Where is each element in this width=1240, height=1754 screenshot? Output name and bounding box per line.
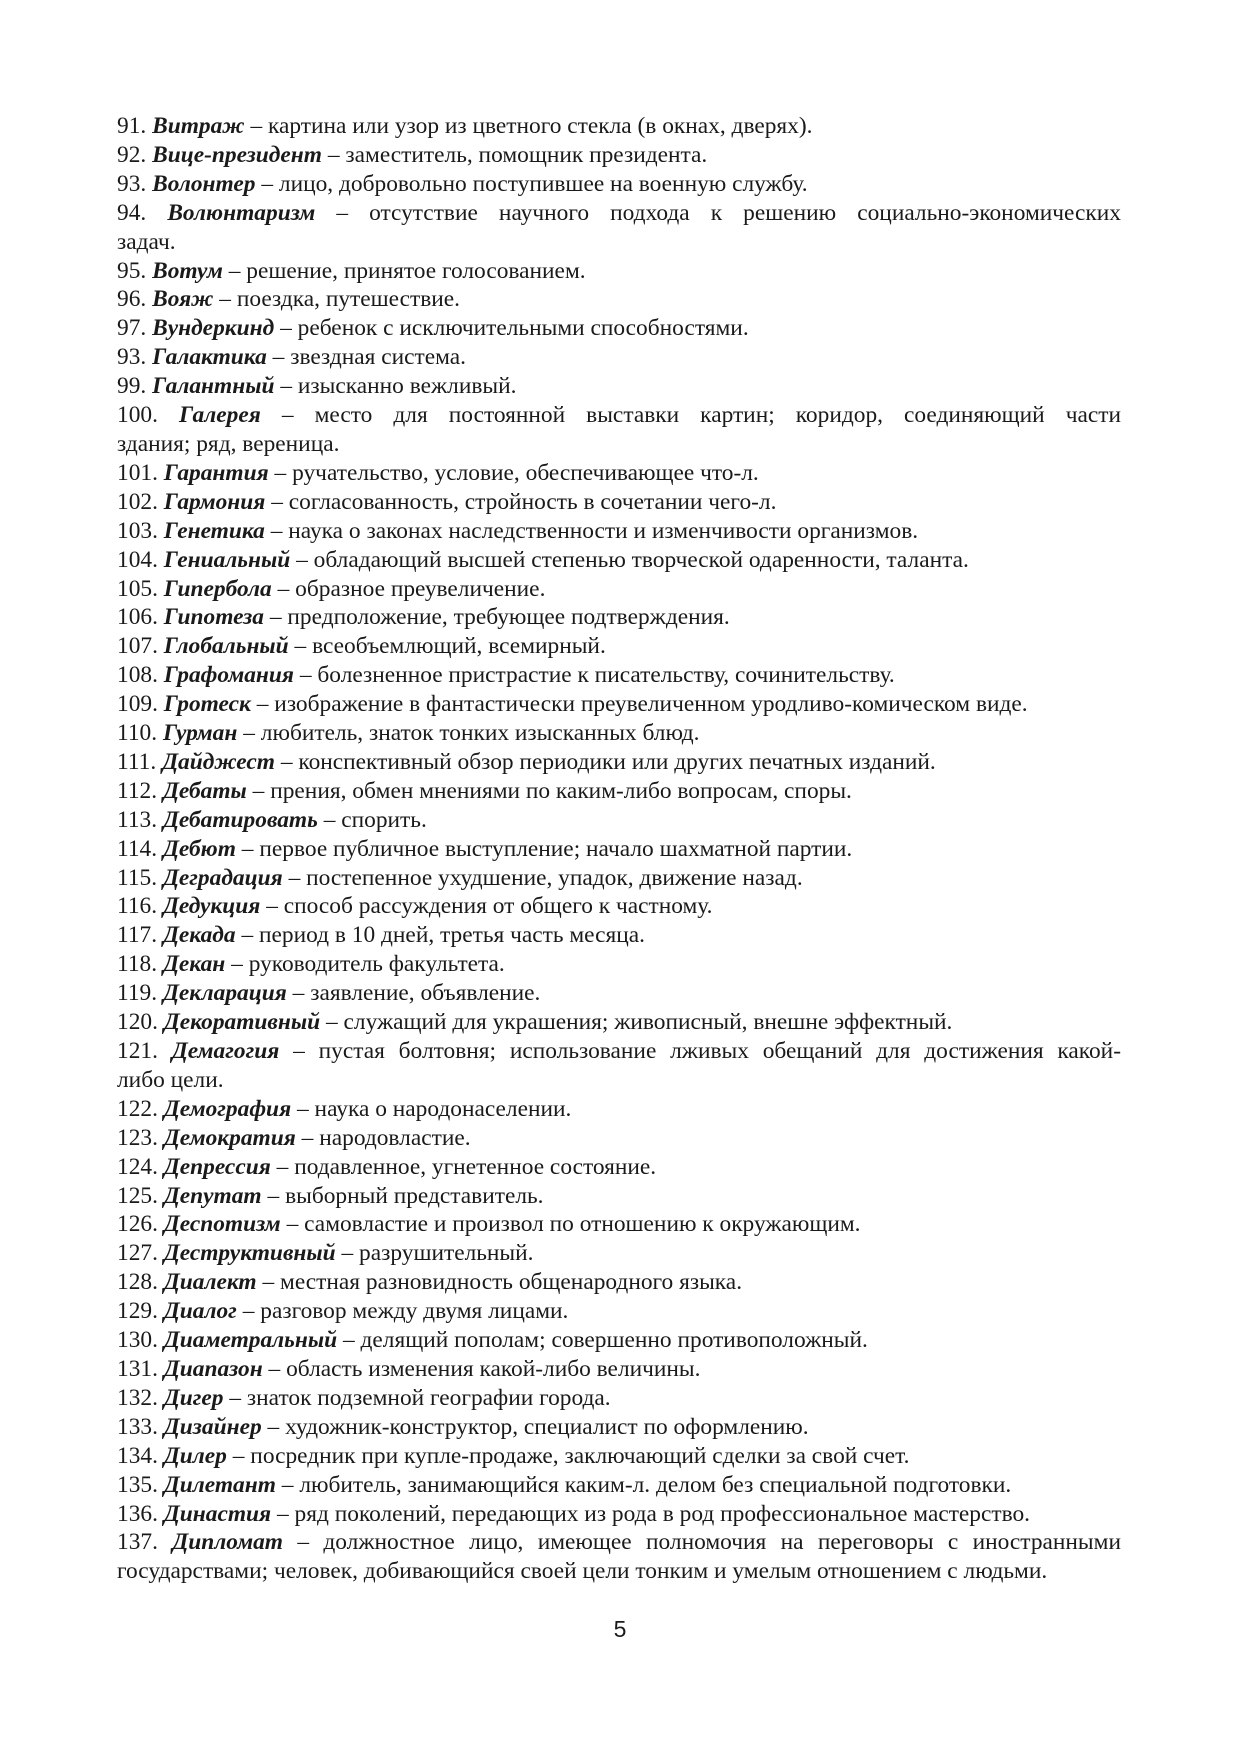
entry-dash: – [296, 546, 308, 573]
entry-term: Волонтер [152, 170, 256, 197]
entry-definition: разговор между двумя лицами. [260, 1298, 569, 1325]
glossary-entry [117, 1355, 1121, 1384]
entry-number: 136. [117, 1500, 158, 1527]
entry-term: Деспотизм [163, 1211, 281, 1238]
entry-definition: руководитель факультета. [248, 951, 505, 978]
entry-term: Декада [162, 922, 236, 949]
entry-number: 122. [117, 1095, 158, 1122]
glossary-entry [117, 661, 1121, 690]
glossary-entry [117, 285, 1121, 314]
entry-dash: – [297, 1529, 310, 1556]
entry-definition: изображение в фантастически преувеличенном уродливо-комическом виде. [274, 691, 1028, 718]
entry-number: 93. [117, 170, 147, 197]
glossary-entry [117, 546, 1121, 575]
glossary-entry [117, 1182, 1121, 1211]
entry-dash: – [267, 1413, 280, 1440]
entry-number: 121. [117, 1038, 158, 1064]
glossary-entry [117, 1326, 1121, 1355]
entry-number: 111. [117, 748, 157, 775]
entry-term: Депрессия [163, 1153, 271, 1180]
entry-term: Демография [163, 1095, 292, 1122]
entry-definition: выборный представитель. [285, 1182, 544, 1209]
entry-number: 117. [117, 922, 158, 949]
entry-definition: народовластие. [319, 1124, 471, 1151]
entry-continuation: государствами; человек, добивающийся своей цели тонким и умелым отношением с людьми. [117, 1558, 1048, 1585]
entry-number: 92. [117, 141, 147, 168]
entry-term: Витраж [152, 113, 245, 139]
glossary-entry [117, 690, 1121, 719]
glossary-entry [117, 777, 1121, 806]
glossary-entry [117, 1500, 1121, 1529]
entry-definition: лицо, добровольно поступившее на военную службу. [278, 170, 808, 197]
entry-dash: – [286, 1211, 299, 1238]
glossary-entry [117, 921, 1121, 950]
entry-number: 103. [117, 517, 158, 544]
entry-number: 100. [117, 402, 158, 429]
entry-definition: наука о народонаселении. [314, 1095, 572, 1122]
entry-dash: – [280, 373, 293, 400]
glossary-entry [117, 748, 1121, 777]
glossary-entry [117, 603, 1121, 632]
entry-term: Гармония [163, 488, 266, 515]
entry-dash: – [270, 517, 283, 544]
entry-definition: решение, принятое голосованием. [246, 257, 586, 284]
entry-term: Демократия [163, 1124, 296, 1151]
entry-definition: всеобъемлющий, всемирный. [312, 633, 606, 660]
entry-definition: знаток подземной географии города. [246, 1384, 611, 1411]
entry-definition: согласованность, стройность в сочетании чего-л. [288, 488, 777, 515]
entry-term: Гротеск [163, 691, 251, 718]
entry-dash: – [261, 170, 274, 197]
glossary-entry [117, 892, 1121, 921]
glossary-entry [117, 170, 1121, 199]
glossary-entry [117, 719, 1121, 748]
entry-dash: – [336, 199, 349, 226]
entry-definition: заместитель, помощник президента. [345, 141, 708, 168]
entry-term: Дилетант [163, 1471, 276, 1498]
page-number: 5 [613, 1616, 627, 1642]
entry-number: 96. [117, 286, 147, 313]
entry-dash: – [296, 1095, 309, 1122]
entry-definition: художник-конструктор, специалист по оформлению. [285, 1413, 809, 1440]
entry-dash: – [267, 1182, 280, 1209]
entry-number: 118. [117, 951, 158, 978]
entry-definition: прения, обмен мнениями по каким-либо вопросам, споры. [270, 777, 852, 804]
glossary-entry [117, 979, 1121, 1008]
entry-number: 99. [117, 373, 147, 400]
entry-dash: – [281, 1471, 294, 1498]
entry-dash: – [232, 1442, 245, 1469]
glossary-entry [117, 517, 1121, 546]
entry-term: Графомания [163, 662, 294, 689]
glossary-entry [117, 1413, 1121, 1442]
entry-term: Деградация [162, 864, 283, 891]
entry-term: Вундеркинд [152, 315, 275, 342]
entry-definition: первое публичное выступление; начало шахматной партии. [259, 835, 853, 862]
entry-term: Династия [163, 1500, 272, 1527]
entry-definition: заявление, объявление. [310, 980, 541, 1007]
entry-number: 101. [117, 459, 158, 486]
entry-term: Дизайнер [163, 1413, 262, 1440]
glossary-entry [117, 950, 1121, 979]
entry-definition: делящий пополам; совершенно противоположный. [360, 1327, 868, 1354]
entry-term: Дилер [163, 1442, 227, 1469]
entry-definition: ручательство, условие, обеспечивающее что-л. [292, 459, 759, 486]
entry-term: Декларация [162, 980, 287, 1007]
entry-dash: – [272, 344, 285, 371]
entry-number: 108. [117, 662, 158, 689]
entry-dash: – [301, 1124, 314, 1151]
entry-dash: – [229, 1384, 242, 1411]
entry-dash: – [280, 315, 292, 342]
entry-definition: местная разновидность общенародного языка. [280, 1269, 743, 1296]
entry-number: 102. [117, 488, 158, 515]
entry-number: 93. [117, 344, 147, 371]
entry-number: 97. [117, 315, 147, 342]
glossary-entry [117, 1239, 1121, 1268]
glossary-entry [117, 575, 1121, 604]
entry-number: 114. [117, 835, 158, 862]
entry-definition: посредник при купле-продаже, заключающий сделки за свой счет. [250, 1442, 910, 1469]
entry-definition: образное преувеличение. [295, 575, 546, 602]
entry-dash: – [241, 835, 254, 862]
entry-dash: – [288, 864, 301, 891]
glossary-entry [117, 401, 1121, 430]
glossary-entry [117, 835, 1121, 864]
entry-number: 124. [117, 1153, 158, 1180]
entry-dash: – [299, 662, 312, 689]
entry-term: Волюнтаризм [167, 199, 316, 226]
glossary-entry [117, 141, 1121, 170]
entry-term: Гипотеза [163, 604, 264, 631]
entry-number: 95. [117, 257, 147, 284]
entry-number: 107. [117, 633, 158, 660]
entry-number: 110. [117, 720, 158, 747]
entry-dash: – [323, 806, 336, 833]
entry-definition: область изменения какой-либо величины. [286, 1355, 701, 1382]
entry-term: Гениальный [163, 546, 291, 573]
entry-term: Декоративный [163, 1009, 321, 1036]
entry-term: Вояж [152, 286, 214, 313]
entry-dash: – [277, 575, 290, 602]
entry-definition: спорить. [341, 806, 427, 833]
entry-dash: – [325, 1009, 338, 1036]
entry-number: 125. [117, 1182, 158, 1209]
entry-dash: – [243, 720, 255, 747]
entry-definition: изысканно вежливый. [297, 373, 517, 400]
glossary-entry [117, 199, 1121, 228]
entry-term: Дебаты [162, 777, 247, 804]
glossary-entry [117, 1210, 1121, 1239]
entry-definition: поездка, путешествие. [236, 286, 461, 313]
glossary-entry [117, 864, 1121, 893]
entry-number: 104. [117, 546, 158, 573]
entry-number: 129. [117, 1298, 158, 1325]
glossary-entry [117, 1124, 1121, 1153]
entry-number: 119. [117, 980, 158, 1007]
entry-dash: – [292, 980, 305, 1007]
entry-dash: – [271, 488, 283, 515]
entry-term: Дебатировать [162, 806, 318, 833]
glossary-entry [117, 1095, 1121, 1124]
entry-dash: – [327, 141, 340, 168]
glossary-entry [117, 488, 1121, 517]
entry-definition: наука о законах наследственности и изменчивости организмов. [288, 517, 919, 544]
entry-definition: отсутствие научного подхода к решению социально-экономических [369, 199, 1121, 226]
entry-term: Дайджест [162, 748, 275, 775]
entry-dash: – [262, 1269, 275, 1296]
entry-term: Гипербола [163, 575, 272, 602]
entry-dash: – [242, 1298, 255, 1325]
glossary-entry [117, 459, 1121, 488]
entry-definition: самовластие и произвол по отношению к окружающим. [304, 1211, 861, 1238]
entry-term: Диалект [163, 1269, 257, 1296]
entry-dash: – [341, 1240, 354, 1267]
entry-term: Генетика [163, 517, 265, 544]
entry-dash: – [250, 113, 263, 139]
entry-dash: – [276, 1153, 289, 1180]
entry-number: 120. [117, 1009, 158, 1036]
entry-number: 131. [117, 1355, 158, 1382]
entry-definition: ряд поколений, передающих из рода в род профессиональное мастерство. [294, 1500, 1031, 1527]
entry-number: 134. [117, 1442, 158, 1469]
entry-term: Депутат [163, 1182, 262, 1209]
entry-term: Дебют [162, 835, 236, 862]
glossary-entry [117, 1442, 1121, 1471]
entry-definition: пустая болтовня; использование лживых обещаний для достижения какой- [318, 1038, 1121, 1064]
entry-number: 133. [117, 1413, 158, 1440]
entry-dash: – [294, 633, 307, 660]
entry-term: Демагогия [171, 1038, 280, 1064]
glossary-entry [117, 1471, 1121, 1500]
entry-number: 105. [117, 575, 158, 602]
entry-term: Диаметральный [163, 1327, 338, 1354]
glossary-entry [117, 1268, 1121, 1297]
entry-number: 137. [117, 1529, 158, 1556]
entry-term: Диалог [163, 1298, 237, 1325]
entry-dash: – [293, 1038, 305, 1064]
entry-term: Дигер [163, 1384, 224, 1411]
entry-number: 123. [117, 1124, 158, 1151]
entry-term: Декан [162, 951, 226, 978]
glossary-entry [117, 1297, 1121, 1326]
entry-dash: – [342, 1327, 355, 1354]
glossary-entry [117, 112, 1121, 141]
glossary-list [117, 112, 1121, 1586]
entry-definition: разрушительный. [359, 1240, 534, 1267]
entry-definition: постепенное ухудшение, упадок, движение назад. [306, 864, 803, 891]
glossary-entry [117, 1528, 1121, 1557]
entry-definition: период в 10 дней, третья часть месяца. [259, 922, 646, 949]
glossary-entry [117, 343, 1121, 372]
entry-dash: – [274, 459, 287, 486]
glossary-entry [117, 372, 1121, 401]
entry-continuation: здания; ряд, вереница. [117, 430, 340, 457]
entry-definition: ребенок с исключительными способностями. [297, 315, 749, 342]
entry-term: Глобальный [163, 633, 289, 660]
glossary-entry [117, 1008, 1121, 1037]
entry-continuation: задач. [117, 228, 176, 255]
entry-number: 130. [117, 1327, 158, 1354]
entry-term: Гурман [162, 720, 238, 747]
entry-term: Галактика [152, 344, 267, 371]
glossary-entry [117, 1153, 1121, 1182]
entry-definition: предположение, требующее подтверждения. [287, 604, 730, 631]
entry-dash: – [256, 691, 269, 718]
entry-definition: подавленное, угнетенное состояние. [294, 1153, 657, 1180]
entry-dash: – [280, 748, 293, 775]
entry-definition: служащий для украшения; живописный, внешне эффектный. [343, 1009, 953, 1036]
entry-dash: – [241, 922, 254, 949]
entry-term: Вотум [152, 257, 223, 284]
entry-number: 135. [117, 1471, 158, 1498]
entry-definition: болезненное пристрастие к писательству, сочинительству. [317, 662, 895, 689]
entry-definition: способ рассуждения от общего к частному. [283, 893, 713, 920]
entry-dash: – [268, 1355, 281, 1382]
glossary-entry [117, 632, 1121, 661]
entry-term: Галерея [179, 402, 261, 429]
entry-term: Дедукция [162, 893, 261, 920]
entry-number: 128. [117, 1269, 158, 1296]
glossary-page [117, 112, 1121, 1586]
entry-definition: конспективный обзор периодики или других печатных изданий. [298, 748, 936, 775]
entry-definition: картина или узор из цветного стекла (в окнах, дверях). [268, 113, 813, 139]
entry-term: Вице-президент [152, 141, 322, 168]
entry-dash: – [281, 402, 294, 429]
entry-definition: любитель, знаток тонких изысканных блюд. [260, 720, 700, 747]
entry-number: 94. [117, 199, 147, 226]
entry-dash: – [231, 951, 243, 978]
entry-definition: любитель, занимающийся каким-л. делом без специальной подготовки. [299, 1471, 1012, 1498]
entry-dash: – [276, 1500, 289, 1527]
entry-number: 91. [117, 113, 147, 139]
glossary-entry [117, 1037, 1121, 1066]
entry-definition: звездная система. [290, 344, 466, 371]
entry-number: 127. [117, 1240, 158, 1267]
entry-term: Галантный [152, 373, 275, 400]
entry-dash: – [219, 286, 231, 313]
entry-dash: – [269, 604, 282, 631]
entry-continuation: либо цели. [117, 1066, 224, 1093]
entry-number: 113. [117, 806, 158, 833]
entry-dash: – [252, 777, 265, 804]
entry-definition: место для постоянной выставки картин; коридор, соединяющий части [314, 402, 1121, 429]
entry-term: Гарантия [163, 459, 269, 486]
entry-term: Деструктивный [163, 1240, 336, 1267]
entry-number: 132. [117, 1384, 158, 1411]
entry-dash: – [266, 893, 278, 920]
entry-number: 109. [117, 691, 158, 718]
entry-number: 115. [117, 864, 158, 891]
glossary-entry [117, 806, 1121, 835]
entry-term: Диапазон [163, 1355, 263, 1382]
glossary-entry [117, 1384, 1121, 1413]
entry-term: Дипломат [172, 1529, 283, 1556]
entry-number: 112. [117, 777, 158, 804]
entry-number: 126. [117, 1211, 158, 1238]
entry-definition: обладающий высшей степенью творческой одаренности, таланта. [313, 546, 969, 573]
entry-number: 116. [117, 893, 158, 920]
glossary-entry [117, 257, 1121, 286]
entry-number: 106. [117, 604, 158, 631]
entry-dash: – [228, 257, 241, 284]
entry-definition: должностное лицо, имеющее полномочия на переговоры с иностранными [323, 1529, 1121, 1556]
glossary-entry [117, 314, 1121, 343]
